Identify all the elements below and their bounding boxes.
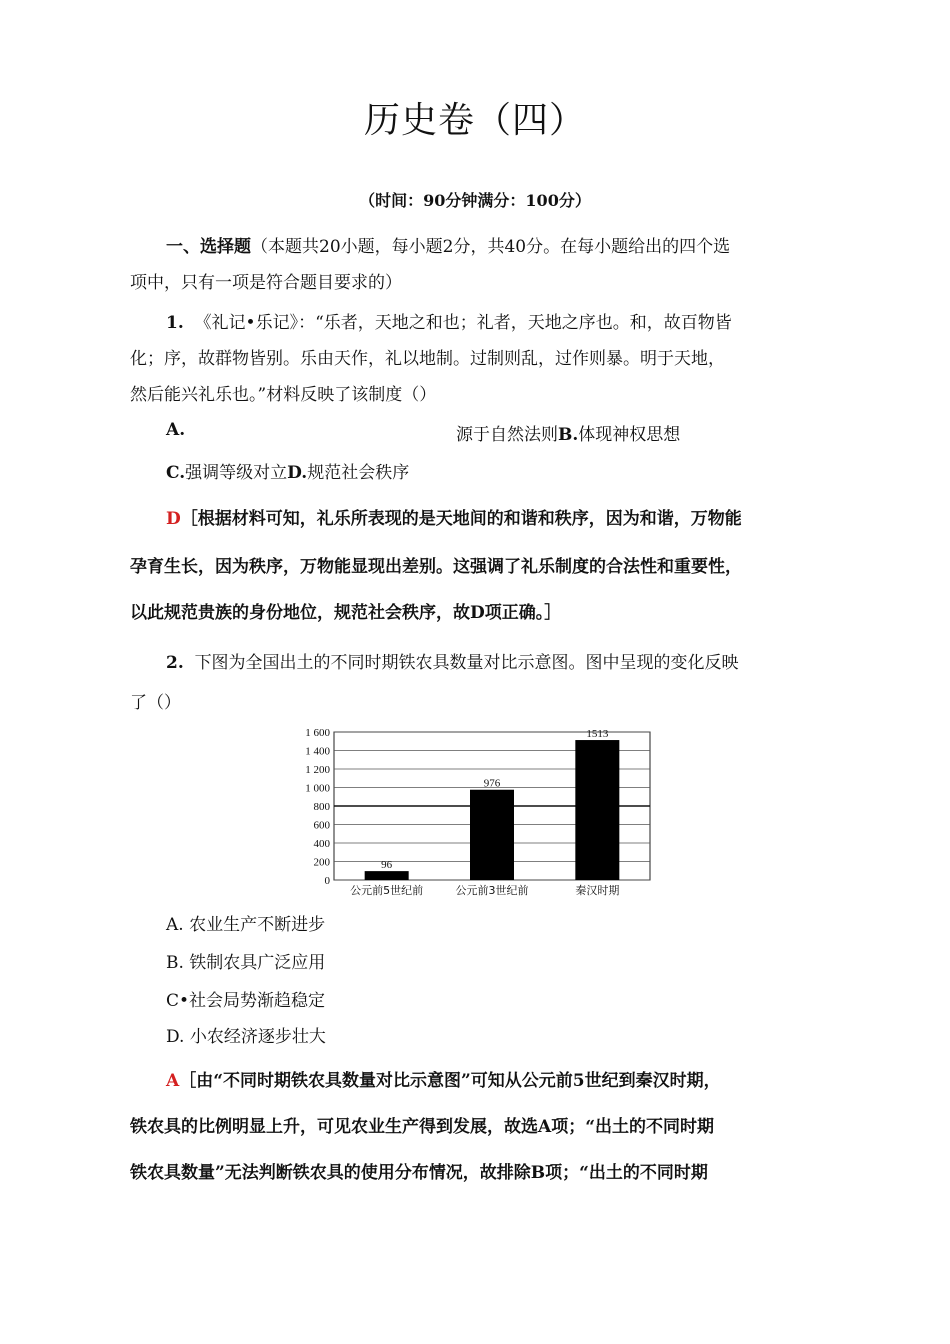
y-tick-label: 800 bbox=[313, 801, 330, 813]
y-tick-label: 1 400 bbox=[305, 745, 330, 758]
iron-tools-bar-chart bbox=[296, 722, 660, 900]
q2-explanation-line3: 铁农具数量”无法判断铁农具的使用分布情况，故排除B项；“出土的不同时期 bbox=[130, 1163, 708, 1183]
q2-stem-line2: 了（） bbox=[130, 693, 181, 713]
bar-data-label: 96 bbox=[381, 859, 393, 872]
q1-option-a-label: A. bbox=[166, 420, 186, 440]
q1-options-ab bbox=[456, 420, 836, 445]
q1-option-d: 规范社会秩序 bbox=[307, 463, 410, 483]
q2-line1 bbox=[166, 648, 866, 673]
section-intro bbox=[166, 232, 866, 257]
bar bbox=[470, 790, 514, 880]
q1-stem-line1: 《礼记•乐记》：“乐者，天地之和也；礼者，天地之序也。和，故百物皆 bbox=[194, 313, 732, 333]
q1-option-b-label: B. bbox=[558, 425, 579, 445]
section-desc-line1: （本题共20小题，每小题2分，共40分。在每小题给出的四个选 bbox=[251, 237, 731, 257]
x-category-label: 秦汉时期 bbox=[575, 884, 620, 897]
q1-option-c: 强调等级对立 bbox=[185, 463, 288, 483]
q1-option-c-label: C. bbox=[166, 463, 186, 483]
y-tick-label: 400 bbox=[313, 838, 330, 850]
q1-option-a: 源于自然法则 bbox=[456, 425, 558, 445]
y-tick-label: 0 bbox=[324, 875, 330, 887]
bar bbox=[365, 871, 409, 880]
q1-stem-line2: 化；序，故群物皆别。乐由天作，礼以地制。过制则乱，过作则暴。明于天地， bbox=[130, 349, 725, 369]
exam-subtitle: （时间：90分钟满分：100分） bbox=[359, 191, 591, 210]
x-category-label: 公元前5世纪前 bbox=[350, 884, 424, 897]
y-tick-label: 1 600 bbox=[305, 727, 330, 739]
bar bbox=[575, 740, 619, 880]
q1-option-b: 体现神权思想 bbox=[578, 425, 681, 445]
q1-line1 bbox=[166, 308, 866, 333]
q1-number: 1. bbox=[166, 313, 184, 333]
q2-option-b: B. 铁制农具广泛应用 bbox=[166, 953, 326, 973]
y-tick-label: 600 bbox=[313, 819, 330, 832]
q2-option-c: C•社会局势渐趋稳定 bbox=[166, 991, 326, 1011]
y-tick-label: 1 000 bbox=[305, 782, 330, 795]
bar-data-label: 1513 bbox=[586, 728, 609, 741]
q1-explanation-line3: 以此规范贵族的身份地位，规范社会秩序，故D项正确。］ bbox=[130, 603, 562, 623]
section-desc-line2: 项中，只有一项是符合题目要求的） bbox=[130, 273, 402, 293]
q2-number: 2. bbox=[166, 653, 184, 673]
q1-answer-line1 bbox=[166, 504, 866, 529]
q1-explanation-line1: ［根据材料可知，礼乐所表现的是天地间的和谐和秩序，因为和谐，万物能 bbox=[180, 509, 742, 529]
q2-option-d: D. 小农经济逐步壮大 bbox=[166, 1027, 326, 1047]
q1-answer-letter: D bbox=[166, 509, 181, 529]
q1-option-d-label: D. bbox=[287, 463, 308, 483]
q2-answer-line1 bbox=[166, 1066, 866, 1091]
y-tick-label: 200 bbox=[313, 856, 330, 869]
q1-explanation-line2: 孕育生长，因为秩序，万物能显现出差别。这强调了礼乐制度的合法性和重要性， bbox=[130, 557, 742, 577]
q1-options-cd bbox=[166, 458, 866, 483]
q2-stem-line1: 下图为全国出土的不同时期铁农具数量对比示意图。图中呈现的变化反映 bbox=[194, 653, 739, 673]
page-title: 历史卷（四） bbox=[363, 100, 586, 141]
section-heading: 一、选择题 bbox=[166, 237, 251, 257]
q2-option-a: A. 农业生产不断进步 bbox=[166, 915, 326, 935]
q1-stem-line3: 然后能兴礼乐也。”材料反映了该制度（） bbox=[130, 385, 437, 405]
x-category-label: 公元前3世纪前 bbox=[455, 884, 529, 897]
q2-explanation-line1: ［由“不同时期铁农具数量对比示意图”可知从公元前5世纪到秦汉时期， bbox=[179, 1071, 721, 1091]
bar-data-label: 976 bbox=[483, 777, 501, 790]
q2-explanation-line2: 铁农具的比例明显上升，可见农业生产得到发展，故选A项；“出土的不同时期 bbox=[130, 1117, 714, 1137]
q2-answer-letter: A bbox=[166, 1071, 180, 1091]
y-tick-label: 1 200 bbox=[305, 764, 330, 776]
